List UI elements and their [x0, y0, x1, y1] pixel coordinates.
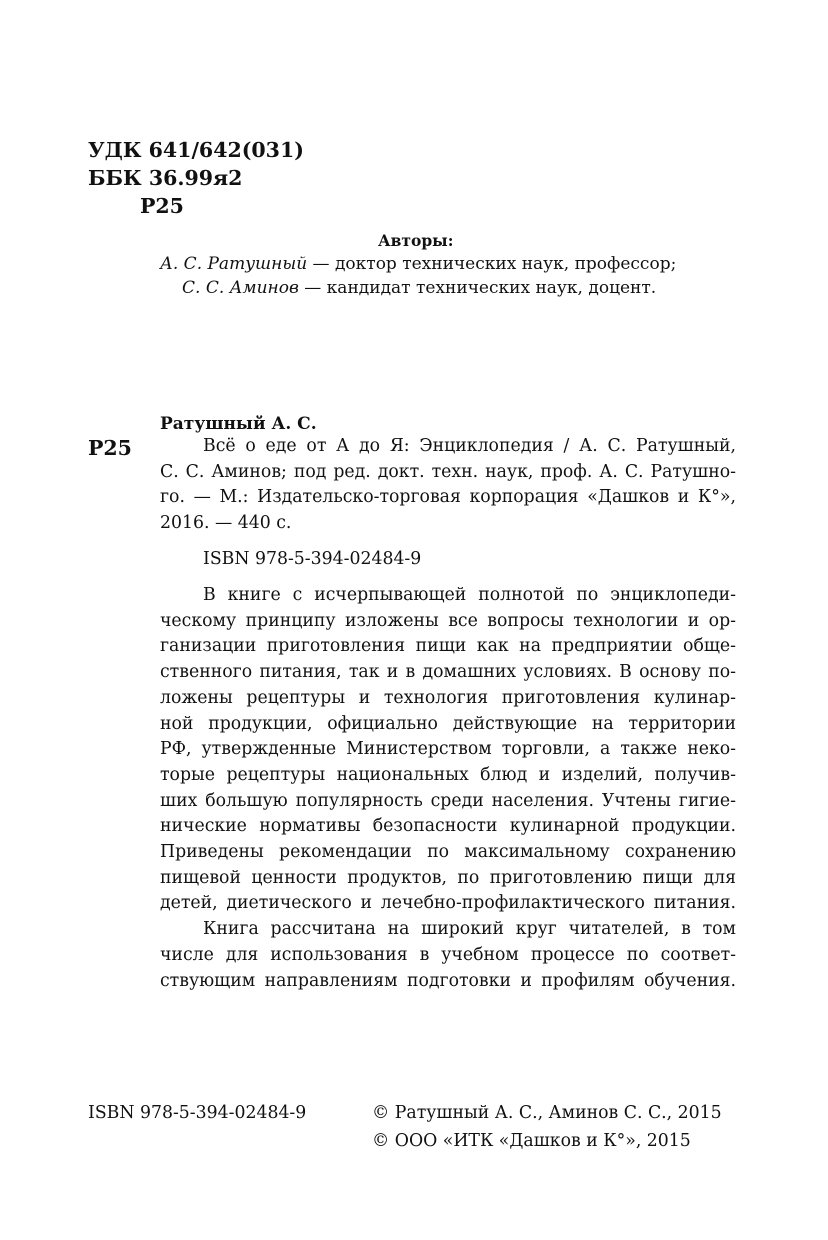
catalog-side-code: Р25 [88, 436, 132, 460]
author-role-2: — кандидат технических наук, доцент. [298, 278, 657, 298]
audience-line: числе для использования в учебном процессе по соответ- [160, 944, 736, 965]
abstract-line: ганизации приготовления пищи как на предприятии обще- [160, 636, 736, 657]
abstract-line: РФ, утвержденные Министерством торговли, а также неко- [160, 739, 736, 760]
author-mark-code: Р25 [140, 194, 184, 218]
audience-line: ствующим направлениям подготовки и профилям обучения. [160, 970, 736, 991]
copyright-authors: © Ратушный А. С., Аминов С. С., 2015 [372, 1103, 722, 1123]
title-line: С. С. Аминов; под ред. докт. техн. наук, проф. А. С. Ратушно- [160, 461, 736, 482]
abstract-line: пищевой ценности продуктов, по приготовлению пищи для [160, 867, 736, 888]
abstract-paragraph [160, 583, 736, 994]
abstract-line: детей, диетического и лечебно-профилактического питания. [160, 893, 736, 914]
title-line: го. — М.: Издательско-торговая корпорация «Дашков и К°», [160, 487, 736, 508]
catalog-title-block [160, 434, 736, 537]
title-line: 2016. — 440 с. [160, 513, 292, 534]
title-line: Всё о еде от А до Я: Энциклопедия / А. С. Ратушный, [203, 436, 736, 456]
author-line-2 [182, 276, 656, 300]
abstract-line: ческому принципу изложены все вопросы технологии и ор- [160, 610, 736, 631]
abstract-line: нические нормативы безопасности кулинарной продукции. [160, 816, 736, 837]
abstract-line: торые рецептуры национальных блюд и изделий, получив- [160, 764, 736, 785]
footer-isbn: ISBN 978-5-394-02484-9 [88, 1103, 307, 1123]
abstract-line: ложены рецептуры и технология приготовления кулинар- [160, 687, 736, 708]
author-role-1: — доктор технических наук, профессор; [307, 254, 677, 274]
abstract-line: ной продукции, официально действующие на территории [160, 713, 736, 734]
bbk-code: ББК 36.99я2 [88, 166, 243, 190]
audience-line: Книга рассчитана на широкий круг читателей, в том [203, 919, 736, 940]
author-name-2: С. С. Аминов [182, 278, 299, 298]
abstract-line: Приведены рекомендации по максимальному сохранению [160, 842, 736, 863]
copyright-publisher: © ООО «ИТК «Дашков и К°», 2015 [372, 1131, 691, 1151]
author-line-1 [160, 252, 676, 276]
author-name-1: А. С. Ратушный [160, 254, 308, 274]
abstract-line: ших большую популярность среди населения. Учтены гигие- [160, 790, 736, 811]
abstract-line: В книге с исчерпывающей полнотой по энциклопеди- [203, 585, 736, 605]
catalog-main-author: Ратушный А. С. [160, 414, 317, 434]
authors-heading: Авторы: [378, 231, 454, 250]
abstract-line: ственного питания, так и в домашних условиях. В основу по- [160, 662, 736, 683]
catalog-isbn: ISBN 978-5-394-02484-9 [203, 549, 422, 569]
udk-code: УДК 641/642(031) [88, 138, 304, 162]
